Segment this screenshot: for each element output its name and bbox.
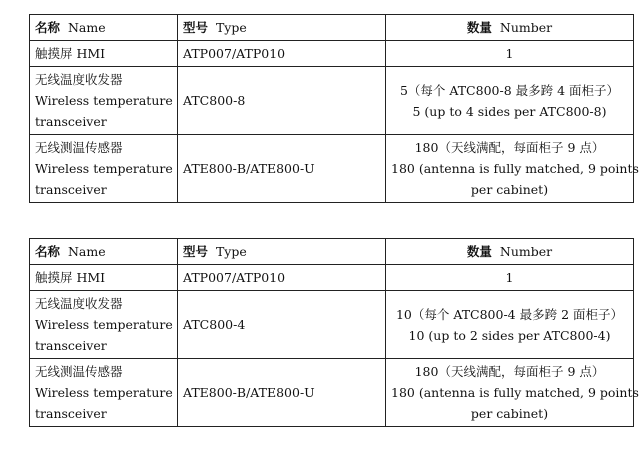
header-name bbox=[30, 239, 178, 265]
cell-name-line: Wireless temperature bbox=[35, 93, 173, 108]
header-type-en: Type bbox=[215, 20, 247, 35]
header-number-zh: 数量 bbox=[466, 244, 492, 259]
cell-name bbox=[30, 67, 178, 135]
cell-number bbox=[386, 67, 634, 135]
cell-number-line: 1 bbox=[505, 270, 514, 285]
cell-name bbox=[30, 135, 178, 203]
header-type-zh: 型号 bbox=[183, 20, 209, 35]
header-number bbox=[386, 15, 634, 41]
cell-type: ATC800-8 bbox=[178, 67, 386, 135]
cell-type: ATP007/ATP010 bbox=[178, 265, 386, 291]
table-header-row bbox=[30, 15, 634, 41]
cell-name bbox=[30, 359, 178, 427]
cell-name-line: 触摸屏 HMI bbox=[35, 270, 106, 285]
table-row bbox=[30, 67, 634, 135]
header-number bbox=[386, 239, 634, 265]
cell-number-line: per cabinet) bbox=[470, 182, 549, 197]
header-name-zh: 名称 bbox=[35, 20, 61, 35]
header-type-zh: 型号 bbox=[183, 244, 209, 259]
cell-type: ATC800-4 bbox=[178, 291, 386, 359]
cell-name-line: transceiver bbox=[35, 182, 107, 197]
cell-number bbox=[386, 291, 634, 359]
cell-name-line: transceiver bbox=[35, 114, 107, 129]
cell-number bbox=[386, 135, 639, 203]
header-type-en: Type bbox=[215, 244, 247, 259]
header-name-en: Name bbox=[67, 244, 106, 259]
table-row bbox=[30, 41, 634, 67]
cell-name-line: 无线温度收发器 bbox=[35, 72, 123, 87]
header-number-en: Number bbox=[499, 20, 553, 35]
cell-name-line: 触摸屏 HMI bbox=[35, 46, 106, 61]
cell-number-line: 180 (antenna is fully matched, 9 points bbox=[391, 161, 639, 176]
cell-name bbox=[30, 41, 178, 67]
cell-number-line: 180 (antenna is fully matched, 9 points bbox=[391, 385, 639, 400]
cell-name-line: transceiver bbox=[35, 406, 107, 421]
cell-type: ATE800-B/ATE800-U bbox=[178, 359, 386, 427]
cell-number bbox=[386, 41, 634, 67]
cell-name-line: Wireless temperature bbox=[35, 317, 173, 332]
header-name-zh: 名称 bbox=[35, 244, 61, 259]
cell-name-line: 无线测温传感器 bbox=[35, 364, 123, 379]
cell-number-line: 1 bbox=[505, 46, 514, 61]
cell-number-line: 10（每个 ATC800-4 最多跨 2 面柜子） bbox=[395, 306, 624, 322]
table-row bbox=[30, 291, 634, 359]
cell-number-line: 180（天线满配，每面柜子 9 点） bbox=[414, 140, 605, 155]
cell-type: ATP007/ATP010 bbox=[178, 41, 386, 67]
header-name-en: Name bbox=[67, 20, 106, 35]
header-number-en: Number bbox=[499, 244, 553, 259]
header-type bbox=[178, 15, 386, 41]
cell-name-line: Wireless temperature bbox=[35, 161, 173, 176]
cell-name-line: transceiver bbox=[35, 338, 107, 353]
cell-number-line: 5 (up to 4 sides per ATC800-8) bbox=[412, 103, 607, 119]
table-header-row bbox=[30, 239, 634, 265]
header-type bbox=[178, 239, 386, 265]
cell-name bbox=[30, 265, 178, 291]
cell-number bbox=[386, 265, 634, 291]
cell-number-line: 10 (up to 2 sides per ATC800-4) bbox=[408, 327, 611, 343]
table-row bbox=[30, 359, 634, 427]
table-row bbox=[30, 265, 634, 291]
cell-name bbox=[30, 291, 178, 359]
cell-number-line: 180（天线满配，每面柜子 9 点） bbox=[414, 364, 605, 379]
header-number-zh: 数量 bbox=[466, 20, 492, 35]
table-row bbox=[30, 135, 634, 203]
cell-number bbox=[386, 359, 639, 427]
cell-type: ATE800-B/ATE800-U bbox=[178, 135, 386, 203]
cell-name-line: Wireless temperature bbox=[35, 385, 173, 400]
header-name bbox=[30, 15, 178, 41]
cell-number-line: per cabinet) bbox=[470, 406, 549, 421]
cell-name-line: 无线温度收发器 bbox=[35, 296, 123, 311]
cell-number-line: 5（每个 ATC800-8 最多跨 4 面柜子） bbox=[399, 82, 620, 98]
spec-table-2 bbox=[29, 238, 639, 427]
cell-name-line: 无线测温传感器 bbox=[35, 140, 123, 155]
spec-table-1 bbox=[29, 14, 639, 203]
